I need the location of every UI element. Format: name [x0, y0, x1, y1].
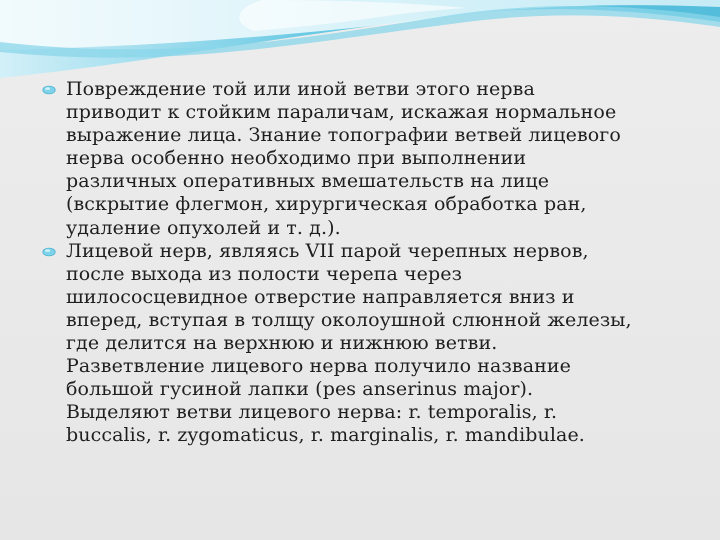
bullet-2-line-4: вперед, вступая в толщу околоушной слюнной железы, — [66, 308, 632, 331]
bullet-text-1 — [66, 78, 692, 240]
bullet-2-line-6: Разветвление лицевого нерва получило название — [66, 355, 572, 378]
bullet-1-line-6: (вскрытие флегмон, хирургическая обработка ран, — [66, 193, 587, 216]
bullet-list — [42, 78, 692, 448]
bullet-2-line-3: шилососцевидное отверстие направляется вниз и — [66, 285, 575, 308]
bullet-1-line-3: выражение лица. Знание топографии ветвей лицевого — [66, 124, 621, 147]
bullet-2-line-5: где делится на верхнюю и нижнюю ветви. — [66, 332, 498, 355]
bullet-1-line-2: приводит к стойким параличам, искажая нормальное — [66, 101, 617, 124]
bullet-1-line-5: различных оперативных вмешательств на лице — [66, 170, 550, 193]
bullet-text-2 — [66, 240, 692, 448]
bullet-2-line-8: Выделяют ветви лицевого нерва: r. temporalis, r. — [66, 401, 558, 424]
bullet-1-line-7: удаление опухолей и т. д.). — [66, 216, 341, 239]
bullet-2-line-2: после выхода из полости черепа через — [66, 262, 463, 285]
bullet-item-1 — [42, 78, 692, 240]
bullet-item-2 — [42, 240, 692, 448]
bullet-1-line-4: нерва особенно необходимо при выполнении — [66, 147, 527, 170]
bullet-icon — [42, 85, 56, 95]
bullet-1-line-1: Повреждение той или иной ветви этого нерва — [66, 78, 535, 100]
bullet-icon — [42, 247, 56, 257]
bullet-2-line-1: Лицевой нерв, являясь VII парой черепных нервов, — [66, 239, 589, 262]
bullet-2-line-9: buccalis, r. zygomaticus, r. marginalis, r. mandibulae. — [66, 424, 585, 447]
bullet-2-line-7: большой гусиной лапки (pes anserinus major). — [66, 378, 534, 401]
